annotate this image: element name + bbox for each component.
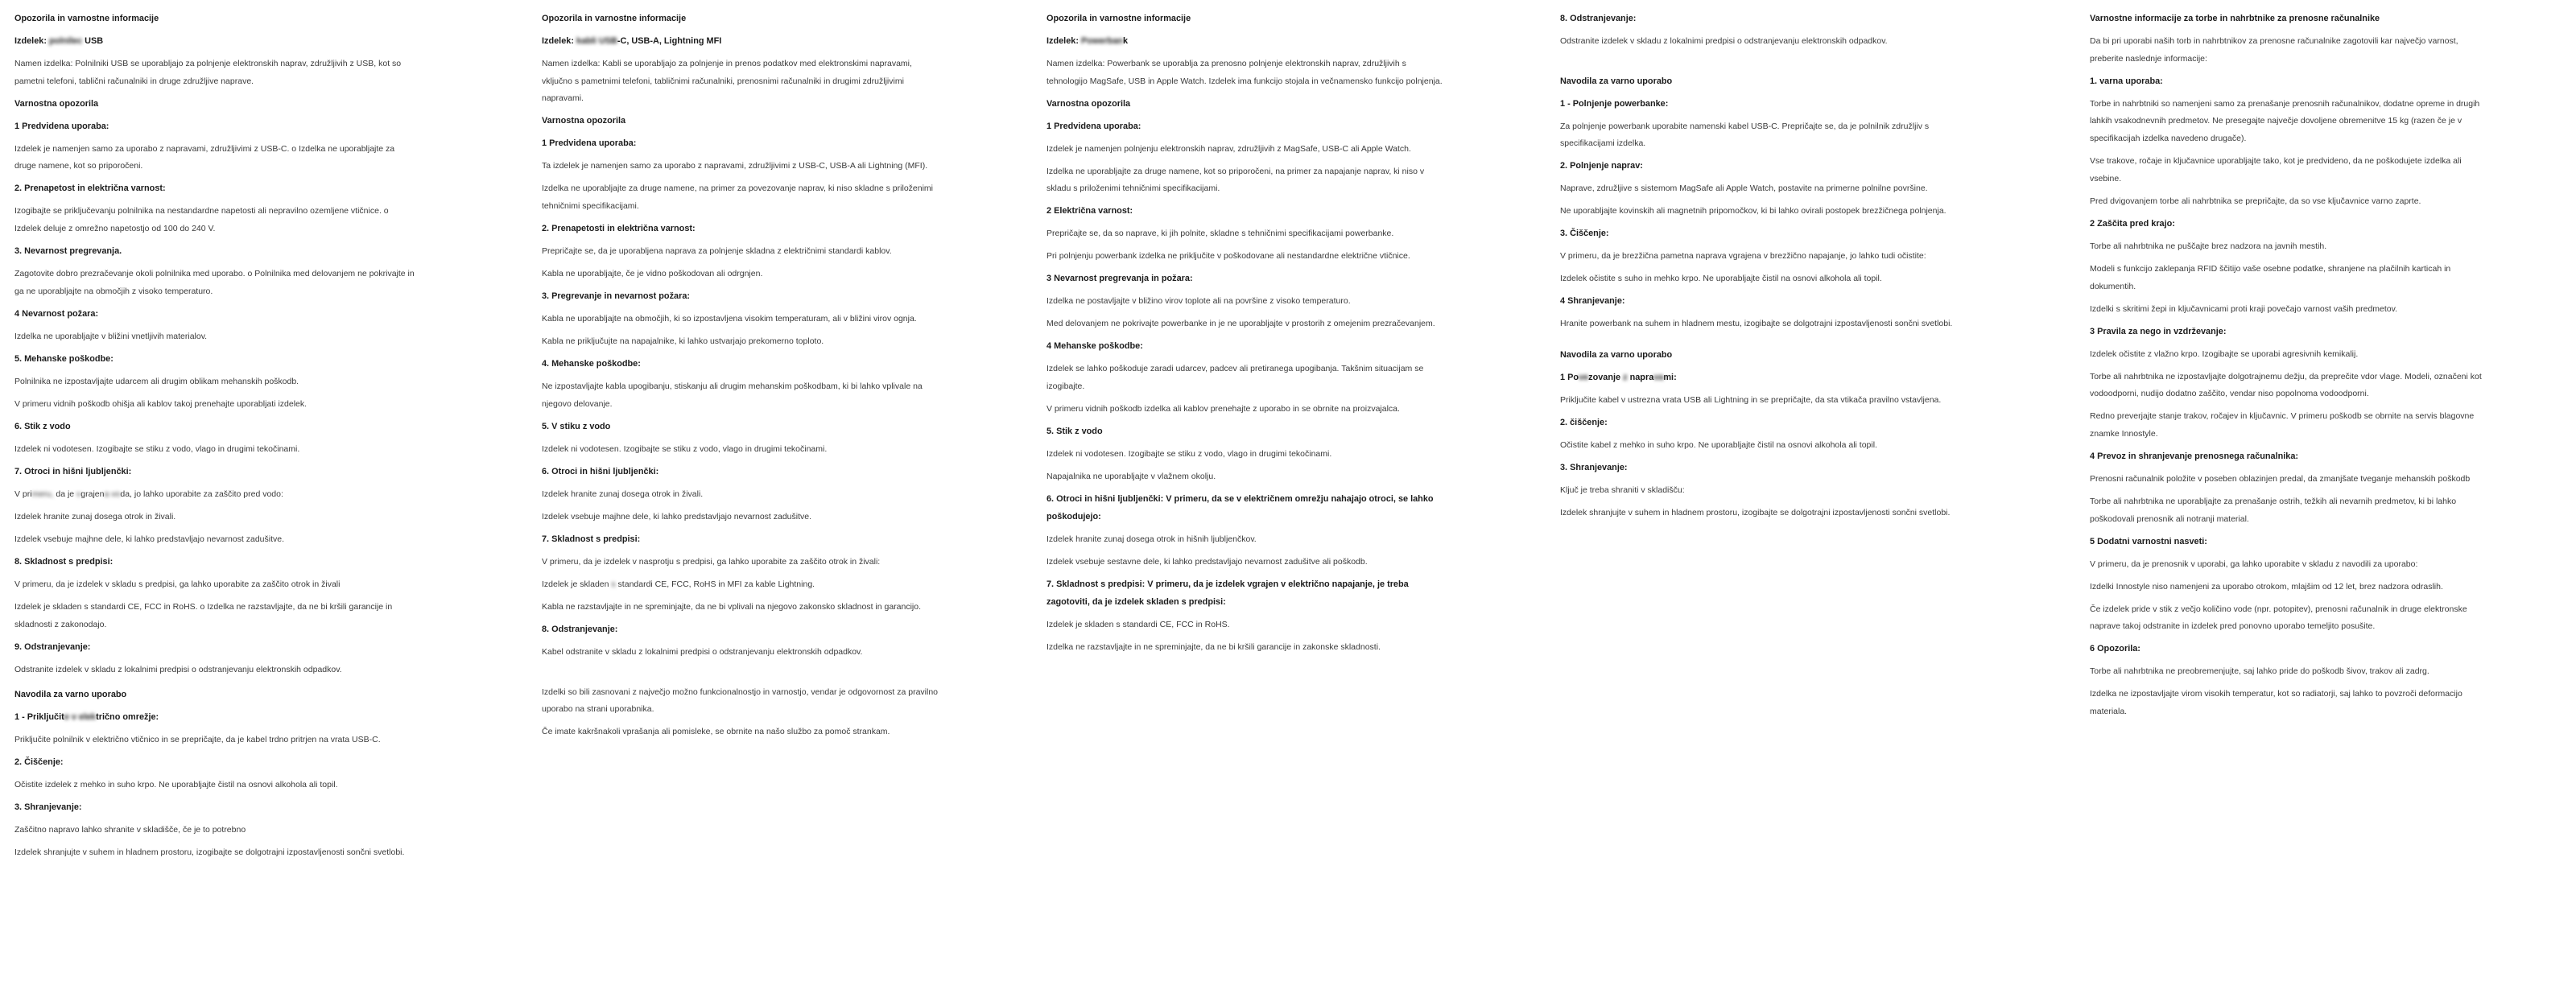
paragraph: Izdelek je namenjen samo za uporabo z napravami, združljivimi z USB-C. o Izdelka ne uporabljajte za druge namene, kot so priporočeni. <box>14 143 395 171</box>
section-heading: 3 Pravila za nego in vzdrževanje: <box>2090 326 2227 336</box>
section-heading: 7. Skladnost s predpisi: <box>542 534 641 544</box>
paragraph: Kabla ne uporabljajte, če je vidno poškodovan ali odrgnjen. <box>542 269 763 279</box>
paragraph: Torbe ali nahrbtnika ne izpostavljajte dolgotrajnemu dežju, da preprečite vdor vlage. Modeli, označeni kot vodoodporni, nudijo dodatno zaščito, vendar niso popolnoma vodoodporni. <box>2090 371 2482 399</box>
text-segment: 1 - Priključit <box>14 712 64 723</box>
section-heading: 1 - Polnjenje powerbanke: <box>1560 98 1669 109</box>
section-heading: 2 Električna varnost: <box>1046 206 1133 216</box>
paragraph: Izdelek vsebuje majhne dele, ki lahko predstavljajo nevarnost zadušitve. <box>542 511 812 522</box>
paragraph: V primeru, da je izdelek v skladu s predpisi, ga lahko uporabite za zaščito otrok in živali <box>14 579 341 589</box>
paragraph: Izdelki so bili zasnovani z največjo možno funkcionalnostjo in varnostjo, vendar je odgovornost za pravilno uporabo na strani uporabnika. <box>542 686 939 715</box>
paragraph: Prepričajte se, da je uporabljena naprava za polnjenje skladna z električnimi standardi kablov. <box>542 246 892 257</box>
paragraph: Izdelka ne uporabljajte v bližini vnetljivih materialov. <box>14 331 208 341</box>
paragraph: Zagotovite dobro prezračevanje okoli polnilnika med uporabo. o Polnilnika med delovanjem ne pokrivajte in ga ne uporabljajte na območjih z visoko temperaturo. <box>14 269 415 296</box>
paragraph: Torbe ali nahrbtnika ne uporabljajte za prenašanje ostrih, težkih ali nevarnih predmetov, ki bi lahko poškodovali prenosnik ali notranji material. <box>2090 496 2457 524</box>
section-heading: 3 Nevarnost pregrevanja in požara: <box>1046 274 1193 284</box>
section-heading: 8. Skladnost s predpisi: <box>14 556 114 567</box>
paragraph: Prepričajte se, da so naprave, ki jih polnite, skladne s tehničnimi specifikacijami powerbanke. <box>1046 229 1394 239</box>
section-heading: 5. Mehanske poškodbe: <box>14 353 114 364</box>
paragraph: Izdelek ni vodotesen. Izogibajte se stiku z vodo, vlago in drugimi tekočinami. <box>542 443 828 454</box>
section-heading: 9. Odstranjevanje: <box>14 641 91 652</box>
section-heading: 3. Shranjevanje: <box>1560 463 1628 473</box>
paragraph: Kabla ne priključujte na napajalnike, ki lahko ustvarjajo prekomerno toploto. <box>542 336 824 347</box>
text-segment: Izdelek: <box>1046 36 1081 46</box>
paragraph: V primeru vidnih poškodb ohišja ali kablov takoj prenehajte uporabljati izdelek. <box>14 398 308 409</box>
paragraph: Namen izdelka: Polnilniki USB se uporabljajo za polnjenje elektronskih naprav, združljivih z USB, kot so pametni telefoni, tablični računalniki in druge združljive naprave. <box>14 59 402 86</box>
text-segment: V pri <box>14 489 32 499</box>
redacted-text: kabli USB <box>576 36 617 46</box>
paragraph: V primeru, da je prenosnik v uporabi, ga lahko uporabite v skladu z navodili za uporabo: <box>2090 559 2418 569</box>
paragraph: Ne uporabljajte kovinskih ali magnetnih pripomočkov, ki bi lahko ovirali postopek brezžičnega polnjenja. <box>1560 206 1946 216</box>
section-heading: 1 Predvidena uporaba: <box>1046 121 1141 131</box>
paragraph: Izdelka ne izpostavljajte virom visokih temperatur, kot so radiatorji, saj lahko to povzroči deformacijo materiala. <box>2090 689 2462 717</box>
paragraph: Modeli s funkcijo zaklepanja RFID ščitijo vaše osebne podatke, shranjene na plačilnih karticah in dokumentih. <box>2090 263 2451 291</box>
section-heading: 6. Stik z vodo <box>14 421 71 431</box>
paragraph: V primeru, da je izdelek v nasprotju s predpisi, ga lahko uporabite za zaščito otrok in živali: <box>542 556 881 567</box>
section-heading <box>1046 33 1449 51</box>
section-heading: 1 Predvidena uporaba: <box>542 138 637 149</box>
section-heading: Varnostna opozorila <box>1046 98 1131 109</box>
column-polnilec-usb <box>14 10 417 867</box>
section-heading: 4. Mehanske poškodbe: <box>542 359 641 369</box>
redacted-text: v <box>76 489 81 499</box>
redacted-text: Powerban <box>1080 36 1124 46</box>
text-segment: trično omrežje: <box>96 712 159 723</box>
paragraph: Izdelka ne uporabljajte za druge namene, kot so priporočeni, na primer za napajanje naprav, ki niso v skladu s priloženimi tehničnimi specifikacijami. <box>1046 166 1425 194</box>
section-heading: Navodila za varno uporabo <box>1560 76 1673 86</box>
paragraph: Prenosni računalnik položite v poseben oblazinjen predal, da zmanjšate tveganje mehanskih poškodb <box>2090 473 2471 484</box>
paragraph: Izdelek shranjujte v suhem in hladnem prostoru, izogibajte se dolgotrajni izpostavljenosti sončni svetlobi. <box>1560 508 1951 518</box>
section-heading: Varnostna opozorila <box>542 116 626 126</box>
text-segment: Izdelek je skladen <box>542 579 612 589</box>
text-segment: USB <box>82 36 104 46</box>
section-heading: 6 Opozorila: <box>2090 644 2140 654</box>
paragraph: Izdelek se lahko poškoduje zaradi udarcev, padcev ali pretiranega upogibanja. Takšnim situacijam se izogibajte. <box>1046 364 1424 392</box>
text-segment: 1 Po <box>1560 373 1579 383</box>
paragraph: Kabel odstranite v skladu z lokalnimi predpisi o odstranjevanju elektronskih odpadkov. <box>542 646 863 657</box>
text-segment: grajen <box>80 489 105 499</box>
paragraph: Izdelek je skladen s standardi CE, FCC in RoHS. <box>1046 619 1230 629</box>
paragraph: Izdelek hranite zunaj dosega otrok in živali. <box>542 489 704 499</box>
section-heading: 6. Otroci in hišni ljubljenčki: V primeru, da se v električnem omrežju nahajajo otroci, se lahko poškodujejo: <box>1046 494 1434 522</box>
redacted-text: va <box>1653 373 1664 383</box>
section-heading: 4 Shranjevanje: <box>1560 296 1625 307</box>
paragraph: Napajalnika ne uporabljajte v vlažnem okolju. <box>1046 472 1216 482</box>
paragraph: Izdelki s skritimi žepi in ključavnicami proti kraji povečajo varnost vaših predmetov. <box>2090 303 2398 314</box>
paragraph <box>542 576 944 594</box>
paragraph: Izdelek vsebuje sestavne dele, ki lahko predstavljajo nevarnost zadušitve ali poškodb. <box>1046 556 1368 567</box>
text-segment: k <box>1123 36 1129 46</box>
paragraph: Redno preverjajte stanje trakov, ročajev in ključavnic. V primeru poškodb se obrnite na servis blagovne znamke Innostyle. <box>2090 411 2475 439</box>
paragraph: Izdelka ne razstavljajte in ne spreminjajte, da ne bi kršili garancije in zakonske skladnosti. <box>1046 641 1381 652</box>
paragraph: Očistite izdelek z mehko in suho krpo. Ne uporabljajte čistil na osnovi alkohola ali topil. <box>14 780 338 790</box>
paragraph: Polnilnika ne izpostavljajte udarcem ali drugim oblikam mehanskih poškodb. <box>14 376 299 386</box>
paragraph: Izdelek ni vodotesen. Izogibajte se stiku z vodo, vlago in drugimi tekočinami. <box>1046 449 1332 460</box>
paragraph: Namen izdelka: Powerbank se uporablja za prenosno polnjenje elektronskih naprav, združljivih s tehnologijo MagSafe, USB in Apple Watch. Izdelek ima funkcijo stojala in večnamensko funkcijo polnjenja. <box>1046 59 1443 86</box>
column-kabli <box>542 10 944 746</box>
paragraph <box>14 486 417 504</box>
section-heading: 4 Nevarnost požara: <box>14 308 99 319</box>
paragraph: Izdelek očistite z vlažno krpo. Izogibajte se uporabi agresivnih kemikalij. <box>2090 348 2359 359</box>
section-heading: 3. Shranjevanje: <box>14 802 82 813</box>
section-heading: Opozorila in varnostne informacije <box>542 14 687 23</box>
paragraph: Izdelka ne uporabljajte za druge namene, na primer za povezovanje naprav, ki niso skladne s priloženimi tehničnimi specifikacijami. <box>542 183 933 212</box>
text-segment: standardi CE, FCC, RoHS in MFI za kable Lightning. <box>615 579 815 589</box>
text-segment: da je <box>53 489 77 499</box>
paragraph: Če izdelek pride v stik z večjo količino vode (npr. potopitev), prenosni računalnik in druge elektronske naprave takoj odstranite in izdelek pred ponovno uporabo temeljito posušite. <box>2090 604 2467 632</box>
paragraph: Kabla ne razstavljajte in ne spreminjajte, da ne bi vplivali na njegovo zakonsko skladnost in garancijo. <box>542 601 922 612</box>
section-heading: 5 Dodatni varnostni nasveti: <box>2090 536 2207 546</box>
paragraph: Izdelki Innostyle niso namenjeni za uporabo otrokom, mlajšim od 12 let, brez nadzora odraslih. <box>2090 581 2443 592</box>
paragraph: Odstranite izdelek v skladu z lokalnimi predpisi o odstranjevanju elektronskih odpadkov. <box>1560 36 1888 46</box>
section-heading: Navodila za varno uporabo <box>1560 350 1673 361</box>
text-segment: zovanje <box>1588 373 1624 383</box>
section-heading: 8. Odstranjevanje: <box>1560 14 1637 23</box>
paragraph: Če imate kakršnakoli vprašanja ali pomisleke, se obrnite na našo službo za pomoč strankam. <box>542 727 890 737</box>
section-heading: Opozorila in varnostne informacije <box>14 14 159 23</box>
text-segment: Izdelek: <box>14 36 49 46</box>
paragraph: Za polnjenje powerbank uporabite namenski kabel USB-C. Prepričajte se, da je polnilnik združljiv s specifikacijami izdelka. <box>1560 121 1930 149</box>
section-heading: 4 Mehanske poškodbe: <box>1046 341 1143 352</box>
section-heading: 7. Otroci in hišni ljubljenčki: <box>14 466 132 476</box>
section-heading: 3. Nevarnost pregrevanja. <box>14 246 122 257</box>
section-heading <box>14 709 417 727</box>
paragraph: Naprave, združljive s sistemom MagSafe ali Apple Watch, postavite na primerne polnilne površine. <box>1560 183 1928 194</box>
paragraph: Pred dvigovanjem torbe ali nahrbtnika se prepričajte, da so vse ključavnice varno zaprte. <box>2090 196 2421 206</box>
paragraph: Kabla ne uporabljajte na območjih, ki so izpostavljena visokim temperaturam, ali v bližini virov ognja. <box>542 314 917 324</box>
section-heading <box>1560 369 1963 387</box>
section-heading <box>542 33 944 51</box>
paragraph: Ta izdelek je namenjen samo za uporabo z napravami, združljivimi z USB-C, USB-A ali Lightning (MFI). <box>542 161 928 171</box>
section-heading: 2 Zaščita pred krajo: <box>2090 218 2175 229</box>
text-segment: mi: <box>1663 373 1677 383</box>
column-powerbank <box>1046 10 1449 662</box>
section-heading: 5. V stiku z vodo <box>542 421 611 431</box>
section-heading: 5. Stik z vodo <box>1046 427 1103 437</box>
section-heading: Varnostne informacije za torbe in nahrbtnike za prenosne računalnike <box>2090 14 2380 23</box>
redacted-text: polnilec <box>48 36 83 46</box>
paragraph: Izdelka ne postavljajte v bližino virov toplote ali na površine z visoko temperaturo. <box>1046 296 1351 307</box>
section-heading: 1 Predvidena uporaba: <box>14 121 109 131</box>
paragraph: Zaščitno napravo lahko shranite v skladišče, če je to potrebno <box>14 825 246 835</box>
paragraph: Med delovanjem ne pokrivajte powerbanke in je ne uporabljajte v prostorih z omejenim prezračevanjem. <box>1046 319 1435 329</box>
paragraph: V primeru vidnih poškodb izdelka ali kablov prenehajte z uporabo in se obrnite na proizvajalca. <box>1046 404 1400 414</box>
paragraph: Izdelek shranjujte v suhem in hladnem prostoru, izogibajte se dolgotrajni izpostavljenosti sončni svetlobi. <box>14 847 405 858</box>
paragraph: Izdelek hranite zunaj dosega otrok in hišnih ljubljenčkov. <box>1046 534 1257 544</box>
text-segment: da, jo lahko uporabite za zaščito pred vodo: <box>120 489 283 499</box>
section-heading: 3. Čiščenje: <box>1560 229 1609 239</box>
section-heading: 4 Prevoz in shranjevanje prenosnega računalnika: <box>2090 451 2299 461</box>
redacted-text: a vo <box>104 489 121 499</box>
paragraph: Izdelek hranite zunaj dosega otrok in živali. <box>14 511 176 522</box>
text-segment: napra <box>1627 373 1654 383</box>
redacted-text: meru, <box>31 489 54 499</box>
text-segment: -C, USB-A, Lightning MFI <box>617 36 722 46</box>
paragraph: Odstranite izdelek v skladu z lokalnimi predpisi o odstranjevanju elektronskih odpadkov. <box>14 664 342 674</box>
section-heading <box>14 33 417 51</box>
section-heading: Varnostna opozorila <box>14 98 99 109</box>
section-heading: 2. Polnjenje naprav: <box>1560 161 1643 171</box>
paragraph: Izdelek je skladen s standardi CE, FCC in RoHS. o Izdelka ne razstavljajte, da ne bi kršili garancije in skladnosti z zakonodajo. <box>14 601 393 629</box>
redacted-text: e v elek <box>64 712 97 723</box>
paragraph: Da bi pri uporabi naših torb in nahrbtnikov za prenosne računalnike zagotovili kar največjo varnost, preberite naslednje informacije: <box>2090 36 2458 64</box>
section-heading: 2. Čiščenje: <box>14 757 64 768</box>
paragraph: Izdelek očistite s suho in mehko krpo. Ne uporabljajte čistil na osnovi alkohola ali topil. <box>1560 274 1882 284</box>
redacted-text: s <box>611 579 616 589</box>
paragraph: Torbe ali nahrbtnika ne preobremenjujte, saj lahko pride do poškodb šivov, trakov ali zadrg. <box>2090 666 2429 677</box>
section-heading: 7. Skladnost s predpisi: V primeru, da je izdelek vgrajen v električno napajanje, je treba zagotoviti, da je izdelek skladen s predpisi: <box>1046 579 1409 607</box>
section-heading: 1. varna uporaba: <box>2090 76 2163 86</box>
paragraph: Izdelek vsebuje majhne dele, ki lahko predstavljajo nevarnost zadušitve. <box>14 534 285 544</box>
paragraph: Torbe in nahrbtniki so namenjeni samo za prenašanje prenosnih računalnikov, dodatne opreme in drugih lahkih vsakodnevnih predmetov. Ne presegajte največje dovoljene obremenitve 15 kg (razen če je v specifikacijah izdelka navedeno drugače). <box>2090 98 2480 144</box>
paragraph: Ključ je treba shraniti v skladišču: <box>1560 485 1685 496</box>
section-heading: 8. Odstranjevanje: <box>542 624 618 634</box>
paragraph: Ne izpostavljajte kabla upogibanju, stiskanju ali drugim mehanskim poškodbam, ki bi lahko vplivale na njegovo delovanje. <box>542 381 923 409</box>
paragraph: Izdelek je namenjen polnjenju elektronskih naprav, združljivih z MagSafe, USB-C ali Apple Watch. <box>1046 143 1411 154</box>
section-heading: 2. Prenapetost in električna varnost: <box>14 183 166 194</box>
paragraph: Izogibajte se priključevanju polnilnika na nestandardne napetosti ali nepravilno ozemljene vtičnice. o Izdelek deluje z omrežno napetostjo od 100 do 240 V. <box>14 206 389 234</box>
section-heading: Opozorila in varnostne informacije <box>1046 14 1191 23</box>
paragraph: Priključite kabel v ustrezna vrata USB ali Lightning in se prepričajte, da sta vtikača pravilno vstavljena. <box>1560 395 1942 406</box>
column-torbe-nahrbtniki <box>2090 10 2486 726</box>
paragraph: Očistite kabel z mehko in suho krpo. Ne uporabljajte čistil na osnovi alkohola ali topil. <box>1560 440 1877 451</box>
section-heading: 3. Pregrevanje in nevarnost požara: <box>542 291 690 302</box>
paragraph: Vse trakove, ročaje in ključavnice uporabljajte tako, kot je predvideno, da ne poškodujete izdelka ali vsebine. <box>2090 156 2462 183</box>
section-heading: Navodila za varno uporabo <box>14 690 127 700</box>
paragraph: Izdelek ni vodotesen. Izogibajte se stiku z vodo, vlago in drugimi tekočinami. <box>14 443 300 454</box>
paragraph: Hranite powerbank na suhem in hladnem mestu, izogibajte se dolgotrajni izpostavljenosti sončni svetlobi. <box>1560 319 1953 329</box>
paragraph: Pri polnjenju powerbank izdelka ne priključite v poškodovane ali nestandardne električne vtičnice. <box>1046 251 1410 262</box>
section-heading: 6. Otroci in hišni ljubljenčki: <box>542 466 659 476</box>
paragraph: Namen izdelka: Kabli se uporabljajo za polnjenje in prenos podatkov med elektronskimi napravami, vključno s pametnimi telefoni, tabličnimi računalniki, prenosnimi računalniki in drugimi združljivimi napravami. <box>542 59 912 104</box>
redacted-text: z <box>1623 373 1628 383</box>
text-segment: Izdelek: <box>542 36 576 46</box>
paragraph: Priključite polnilnik v električno vtičnico in se prepričajte, da je kabel trdno pritrjen na vrata USB-C. <box>14 735 381 745</box>
paragraph: Torbe ali nahrbtnika ne puščajte brez nadzora na javnih mestih. <box>2090 241 2327 251</box>
column-navodila <box>1560 10 1963 527</box>
section-heading: 2. čiščenje: <box>1560 418 1608 428</box>
redacted-text: ve <box>1579 373 1589 383</box>
paragraph: V primeru, da je brezžična pametna naprava vgrajena v brezžično napajanje, jo lahko tudi očistite: <box>1560 251 1926 262</box>
section-heading: 2. Prenapetosti in električna varnost: <box>542 224 696 234</box>
